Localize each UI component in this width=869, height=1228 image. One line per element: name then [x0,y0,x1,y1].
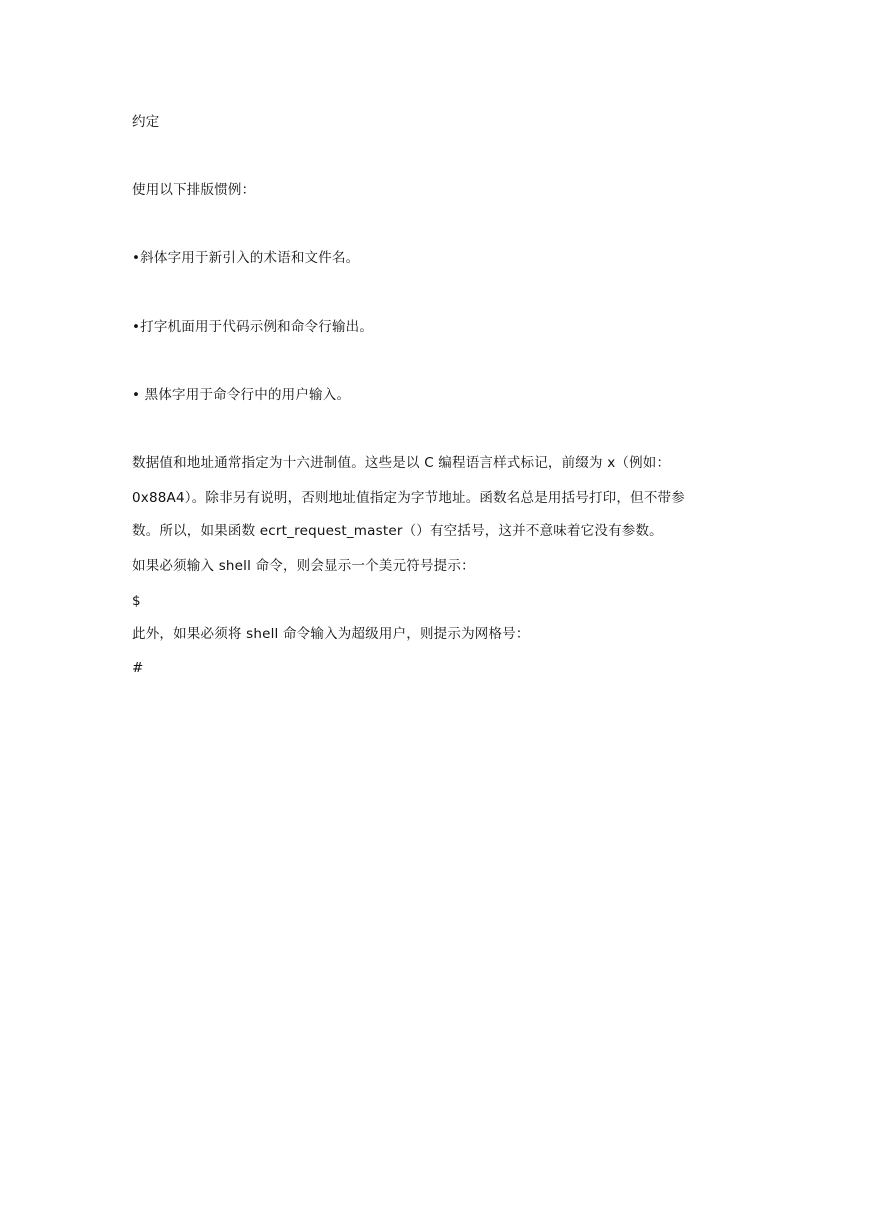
paragraph-line: 数。所以，如果函数 ecrt_request_master（）有空括号，这并不意味着它没有参数。 [132,523,663,539]
shell-prompt-symbol: $ [132,593,141,609]
bullet-item-bold: • 黑体字用于命令行中的用户输入。 [132,387,351,403]
paragraph-line: 0x88A4）。除非另有说明，否则地址值指定为字节地址。函数名总是用括号打印，但不带参 [132,490,685,506]
section-heading: 约定 [132,114,160,130]
bullet-item-italic: •斜体字用于新引入的术语和文件名。 [132,250,360,266]
bullet-item-typewriter: •打字机面用于代码示例和命令行输出。 [132,319,374,335]
intro-text: 使用以下排版惯例： [132,182,256,198]
superuser-prompt-symbol: # [132,660,144,676]
paragraph-line: 数据值和地址通常指定为十六进制值。这些是以 C 编程语言样式标记，前缀为 x（例如： [132,455,671,471]
shell-note: 如果必须输入 shell 命令，则会显示一个美元符号提示： [132,558,475,574]
superuser-note: 此外，如果必须将 shell 命令输入为超级用户，则提示为网格号： [132,626,530,642]
